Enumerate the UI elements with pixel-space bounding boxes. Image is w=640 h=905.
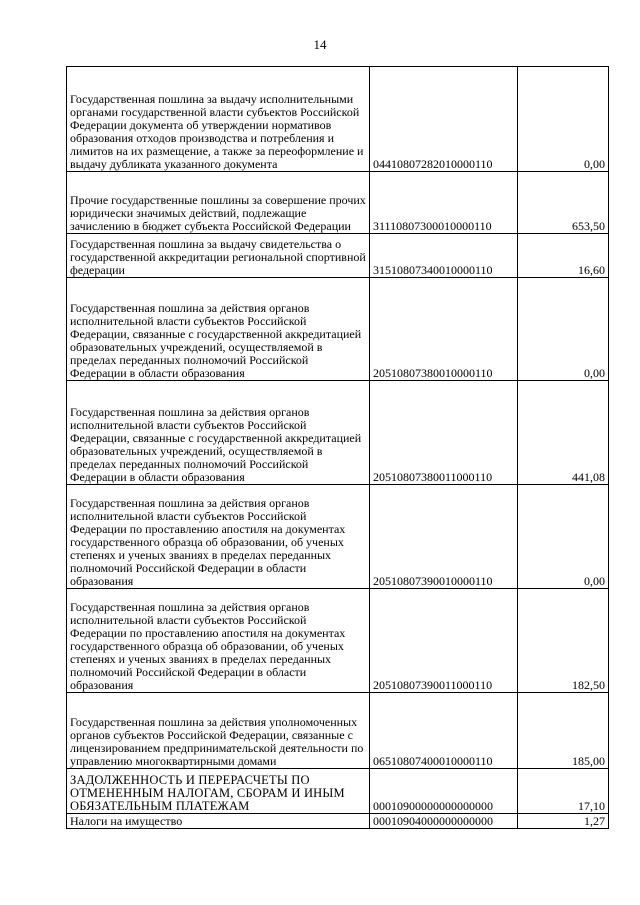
row-description: ЗАДОЛЖЕННОСТЬ И ПЕРЕРАСЧЕТЫ ПО ОТМЕНЕННЫМ НАЛОГАМ, СБОРАМ И ИНЫМ ОБЯЗАТЕЛЬНЫМ ПЛАТЕЖАМ xyxy=(67,769,370,814)
table-row xyxy=(67,485,609,589)
row-amount: 185,00 xyxy=(518,693,609,769)
row-code: 04410807282010000110 xyxy=(370,67,518,172)
table-row xyxy=(67,769,609,814)
revenue-table xyxy=(66,66,609,829)
row-code: 31510807340010000110 xyxy=(370,234,518,278)
row-description: Государственная пошлина за выдачу свидетельства о государственной аккредитации региональной спортивной федерации xyxy=(67,234,370,278)
row-code: 06510807400010000110 xyxy=(370,693,518,769)
row-amount: 1,27 xyxy=(518,814,609,829)
row-amount: 182,50 xyxy=(518,589,609,693)
row-description: Прочие государственные пошлины за совершение прочих юридически значимых действий, подлежащие зачислению в бюджет субъекта Российской Федерации xyxy=(67,172,370,234)
table-row xyxy=(67,67,609,172)
row-code: 31110807300010000110 xyxy=(370,172,518,234)
table-row xyxy=(67,693,609,769)
table-row xyxy=(67,814,609,829)
row-description: Государственная пошлина за действия уполномоченных органов субъектов Российской Федерации, связанные с лицензированием предпринимательской деятельности по управлению многоквартирными домами xyxy=(67,693,370,769)
row-amount: 441,08 xyxy=(518,381,609,485)
table-row xyxy=(67,278,609,381)
row-amount: 16,60 xyxy=(518,234,609,278)
row-code: 20510807380010000110 xyxy=(370,278,518,381)
row-code: 20510807380011000110 xyxy=(370,381,518,485)
row-description: Государственная пошлина за действия органов исполнительной власти субъектов Российской Федерации, связанные с государственной аккредитацией образовательных учреждений, осуществляемой в пределах переданных полномочий Российской Федерации в области образования xyxy=(67,381,370,485)
table-row xyxy=(67,172,609,234)
row-description: Государственная пошлина за действия органов исполнительной власти субъектов Российской Федерации по проставлению апостиля на документах государственного образца об образовании, об ученых степенях и ученых званиях в пределах переданных полномочий Российской Федерации в области образования xyxy=(67,485,370,589)
row-amount: 0,00 xyxy=(518,278,609,381)
row-code: 00010900000000000000 xyxy=(370,769,518,814)
page-number: 14 xyxy=(313,37,327,52)
row-description: Государственная пошлина за действия органов исполнительной власти субъектов Российской Федерации, связанные с государственной аккредитацией образовательных учреждений, осуществляемой в пределах переданных полномочий Российской Федерации в области образования xyxy=(67,278,370,381)
row-description: Государственная пошлина за выдачу исполнительными органами государственной власти субъектов Российской Федерации документа об утверждении нормативов образования отходов производства и потребления и лимитов на их размещение, а также за переоформление и выдачу дубликата указанного документа xyxy=(67,67,370,172)
row-description: Налоги на имущество xyxy=(67,814,370,829)
row-amount: 653,50 xyxy=(518,172,609,234)
row-amount: 17,10 xyxy=(518,769,609,814)
row-description: Государственная пошлина за действия органов исполнительной власти субъектов Российской Федерации по проставлению апостиля на документах государственного образца об образовании, об ученых степенях и ученых званиях в пределах переданных полномочий Российской Федерации в области образования xyxy=(67,589,370,693)
row-code: 20510807390011000110 xyxy=(370,589,518,693)
row-code: 00010904000000000000 xyxy=(370,814,518,829)
row-amount: 0,00 xyxy=(518,67,609,172)
table-row xyxy=(67,381,609,485)
table-row xyxy=(67,589,609,693)
table-row xyxy=(67,234,609,278)
row-amount: 0,00 xyxy=(518,485,609,589)
row-code: 20510807390010000110 xyxy=(370,485,518,589)
